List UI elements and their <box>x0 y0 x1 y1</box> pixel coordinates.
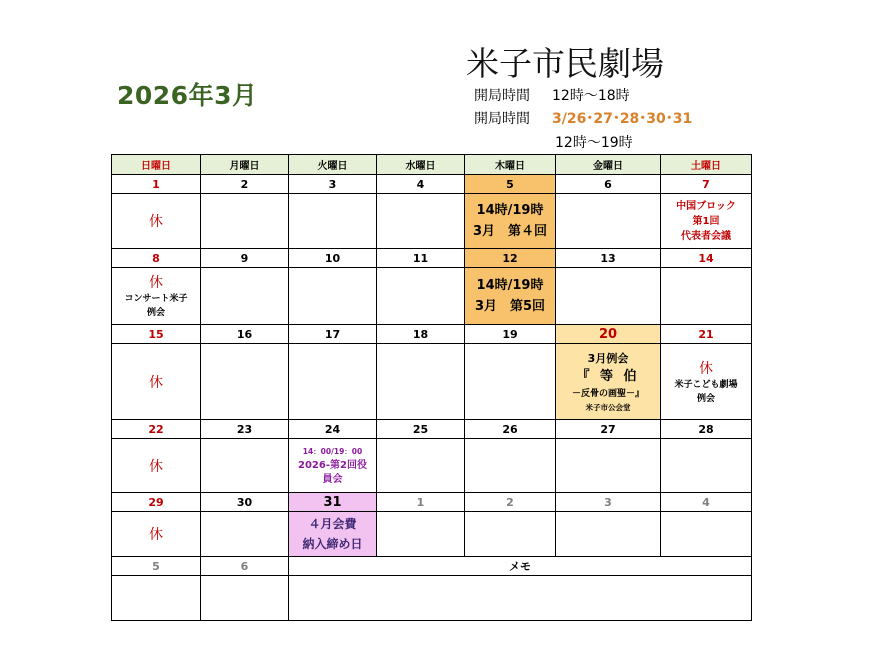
event-cell <box>465 194 556 249</box>
weekday-tuesday: 火曜日 <box>289 155 377 175</box>
date-cell: 1 <box>112 175 201 194</box>
fee-deadline-line: ４月会費 <box>308 517 357 531</box>
weekday-thursday: 木曜日 <box>465 155 556 175</box>
date-cell: 19 <box>465 325 556 344</box>
date-cell: 12 <box>465 249 556 268</box>
memo-body-row <box>112 576 752 621</box>
event-cell <box>556 344 661 420</box>
date-cell: 17 <box>289 325 377 344</box>
date-cell: 10 <box>289 249 377 268</box>
meeting-title: 2026-第2回役 <box>298 459 367 471</box>
event-cell <box>556 439 661 493</box>
event-cell <box>201 268 289 325</box>
event-line: 中国ブロック <box>676 200 736 212</box>
week-5-dates <box>112 493 752 512</box>
date-cell: 6 <box>556 175 661 194</box>
memo-label: メモ <box>289 557 752 576</box>
event-cell <box>661 268 752 325</box>
event-line: コンサート米子 <box>124 294 188 304</box>
date-cell: 1 <box>377 493 465 512</box>
date-cell: 25 <box>377 420 465 439</box>
theater-name: 米子市民劇場 <box>466 44 664 83</box>
event-cell <box>112 268 201 325</box>
event-cell <box>201 439 289 493</box>
event-line: 例会 <box>146 308 165 318</box>
date-cell: 13 <box>556 249 661 268</box>
event-cell <box>556 268 661 325</box>
weekday-wednesday: 水曜日 <box>377 155 465 175</box>
event-cell <box>112 512 201 557</box>
calendar-month-title: 2026年3月 <box>117 81 258 110</box>
event-cell <box>112 344 201 420</box>
week-1-dates <box>112 175 752 194</box>
date-cell: 3 <box>289 175 377 194</box>
date-cell: 15 <box>112 325 201 344</box>
date-cell: 11 <box>377 249 465 268</box>
date-cell: 18 <box>377 325 465 344</box>
event-cell <box>112 439 201 493</box>
closed-mark: 休 <box>149 527 163 543</box>
week-2-dates <box>112 249 752 268</box>
hours-line-2 <box>474 111 692 128</box>
weekday-friday: 金曜日 <box>556 155 661 175</box>
weekday-sunday: 日曜日 <box>112 155 201 175</box>
week-5-events <box>112 512 752 557</box>
meeting-title-cont: 員会 <box>322 473 343 485</box>
closed-mark: 休 <box>149 275 163 291</box>
rehearsal-session: 3月 第5回 <box>474 299 546 314</box>
event-cell <box>289 512 377 557</box>
hours-label: 開局時間 <box>474 88 530 104</box>
date-cell: 16 <box>201 325 289 344</box>
closed-mark: 休 <box>149 214 163 230</box>
date-cell: 8 <box>112 249 201 268</box>
event-cell <box>661 512 752 557</box>
rehearsal-time: 14時/19時 <box>476 278 544 293</box>
event-cell <box>556 512 661 557</box>
event-cell <box>377 268 465 325</box>
date-cell: 27 <box>556 420 661 439</box>
event-cell <box>661 194 752 249</box>
event-cell <box>112 576 201 621</box>
event-cell <box>377 512 465 557</box>
performance-title: 3月例会 <box>587 351 629 365</box>
memo-header-row <box>112 557 752 576</box>
event-cell <box>465 439 556 493</box>
date-cell: 14 <box>661 249 752 268</box>
date-cell: 28 <box>661 420 752 439</box>
date-cell: 9 <box>201 249 289 268</box>
rehearsal-session: 3月 第４回 <box>472 224 548 239</box>
event-line: 米子こども劇場 <box>674 379 738 390</box>
weekday-monday: 月曜日 <box>201 155 289 175</box>
event-cell <box>289 268 377 325</box>
event-cell <box>201 344 289 420</box>
performance-subtitle: －反骨の画聖－』 <box>571 388 644 399</box>
calendar-table <box>111 154 752 621</box>
week-2-events <box>112 268 752 325</box>
week-4-events <box>112 439 752 493</box>
date-cell: 24 <box>289 420 377 439</box>
date-cell: 21 <box>661 325 752 344</box>
date-cell: 22 <box>112 420 201 439</box>
hours-label: 開局時間 <box>474 111 530 127</box>
event-cell <box>465 344 556 420</box>
hours-line-1 <box>474 88 630 105</box>
hours-value: 12時～18時 <box>552 88 630 104</box>
date-cell: 7 <box>661 175 752 194</box>
event-cell <box>377 439 465 493</box>
date-cell: 4 <box>377 175 465 194</box>
week-1-events <box>112 194 752 249</box>
performance-name: 『 等 伯 <box>576 368 640 384</box>
date-cell: 30 <box>201 493 289 512</box>
event-line: 代表者会議 <box>681 230 731 242</box>
event-cell <box>289 194 377 249</box>
fee-deadline-line: 納入締め日 <box>302 537 363 551</box>
date-cell: 5 <box>465 175 556 194</box>
date-cell: 2 <box>465 493 556 512</box>
event-cell <box>201 194 289 249</box>
weekday-header-row <box>112 155 752 175</box>
meeting-time: 14：00/19：00 <box>302 446 363 456</box>
event-cell <box>112 194 201 249</box>
date-cell: 4 <box>661 493 752 512</box>
event-cell <box>201 512 289 557</box>
date-cell: 29 <box>112 493 201 512</box>
event-line: 第1回 <box>692 215 720 227</box>
event-cell <box>377 344 465 420</box>
date-cell: 31 <box>289 493 377 512</box>
date-cell: 5 <box>112 557 201 576</box>
closed-mark: 休 <box>149 458 163 475</box>
event-cell <box>377 194 465 249</box>
week-3-dates <box>112 325 752 344</box>
week-3-events <box>112 344 752 420</box>
event-cell <box>661 439 752 493</box>
event-cell <box>465 512 556 557</box>
event-cell <box>465 268 556 325</box>
event-cell <box>556 194 661 249</box>
date-cell: 20 <box>556 325 661 344</box>
date-cell: 2 <box>201 175 289 194</box>
date-cell: 23 <box>201 420 289 439</box>
memo-area <box>289 576 752 621</box>
event-cell <box>201 576 289 621</box>
event-line: 例会 <box>696 393 715 404</box>
rehearsal-time: 14時/19時 <box>476 203 544 218</box>
extended-hours-value: 12時～19時 <box>555 135 633 151</box>
closed-mark: 休 <box>699 360 713 377</box>
extended-hours-dates: 3/26･27･28･30･31 <box>552 111 693 127</box>
date-cell: 26 <box>465 420 556 439</box>
event-cell <box>289 439 377 493</box>
date-cell: 6 <box>201 557 289 576</box>
date-cell: 3 <box>556 493 661 512</box>
event-cell <box>289 344 377 420</box>
closed-mark: 休 <box>149 374 163 391</box>
performance-venue: 米子市公会堂 <box>585 402 631 412</box>
event-cell <box>661 344 752 420</box>
weekday-saturday: 土曜日 <box>661 155 752 175</box>
week-4-dates <box>112 420 752 439</box>
